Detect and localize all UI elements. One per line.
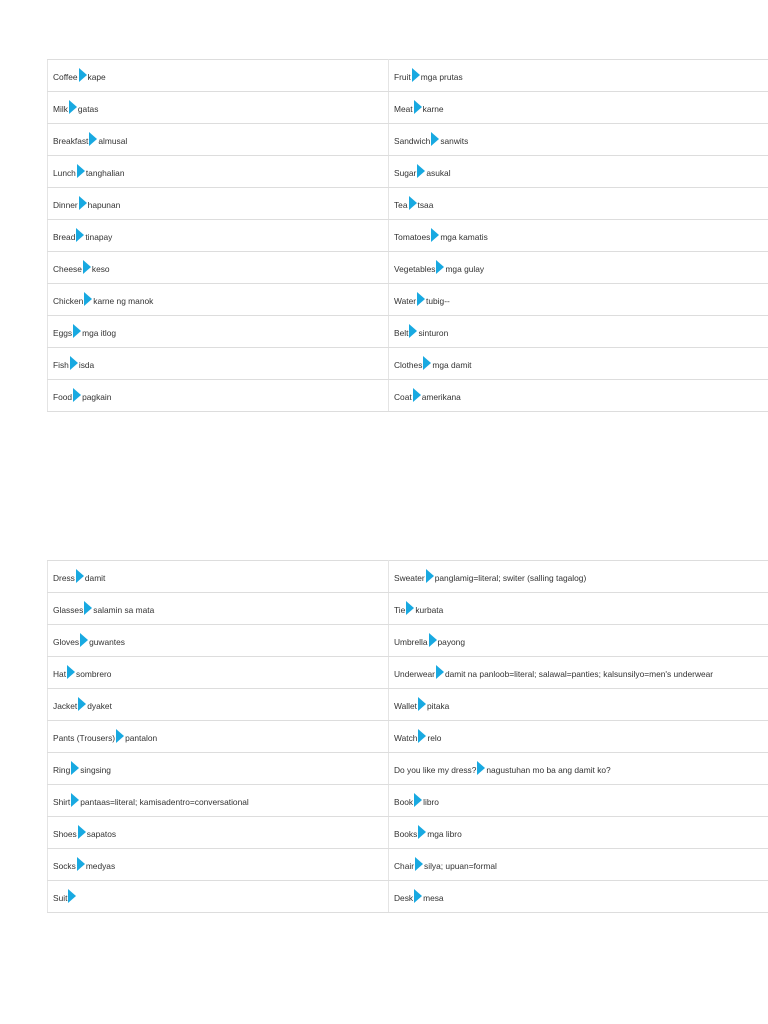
table-row <box>48 785 768 817</box>
english-term: Underwear <box>394 669 435 679</box>
vocab-cell <box>389 849 768 881</box>
tagalog-translation: mga damit <box>432 360 472 370</box>
vocab-cell <box>48 156 389 188</box>
table-row <box>48 348 768 380</box>
tagalog-translation: mga gulay <box>445 264 485 274</box>
vocab-cell <box>48 60 389 92</box>
tagalog-translation: silya; upuan=formal <box>424 861 497 871</box>
vocab-cell <box>48 380 389 412</box>
play-triangle-icon <box>431 228 439 242</box>
tagalog-translation: sinturon <box>418 328 449 338</box>
vocab-cell <box>48 284 389 316</box>
table-row <box>48 60 768 92</box>
tagalog-translation: karne <box>422 104 444 114</box>
tagalog-translation: damit <box>84 573 106 583</box>
table-row <box>48 721 768 753</box>
english-term: Sugar <box>394 168 417 178</box>
play-triangle-icon <box>417 292 425 306</box>
tagalog-translation: tanghalian <box>85 168 125 178</box>
play-triangle-icon <box>79 68 87 82</box>
english-term: Food <box>53 392 73 402</box>
play-triangle-icon <box>406 601 414 615</box>
tagalog-translation: dyaket <box>87 701 112 711</box>
tagalog-translation: medyas <box>85 861 116 871</box>
english-term: Sweater <box>394 573 425 583</box>
play-triangle-icon <box>80 633 88 647</box>
english-term: Clothes <box>394 360 423 370</box>
english-term: Water <box>394 296 417 306</box>
play-triangle-icon <box>413 388 421 402</box>
english-term: Jacket <box>53 701 78 711</box>
play-triangle-icon <box>426 569 434 583</box>
vocab-cell <box>48 753 389 785</box>
vocab-cell <box>389 316 768 348</box>
play-triangle-icon <box>76 228 84 242</box>
play-triangle-icon <box>78 697 86 711</box>
english-term: Wallet <box>394 701 417 711</box>
play-triangle-icon <box>79 196 87 210</box>
play-triangle-icon <box>73 388 81 402</box>
vocab-cell <box>389 785 768 817</box>
play-triangle-icon <box>429 633 437 647</box>
english-term: Suit <box>53 893 68 903</box>
english-term: Lunch <box>53 168 76 178</box>
table-row <box>48 657 768 689</box>
table-row <box>48 380 768 412</box>
tagalog-translation: isda <box>78 360 95 370</box>
english-term: Gloves <box>53 637 80 647</box>
english-term: Shoes <box>53 829 77 839</box>
english-term: Tea <box>394 200 408 210</box>
vocab-cell <box>48 252 389 284</box>
play-triangle-icon <box>84 292 92 306</box>
vocabulary-table-1 <box>47 59 768 412</box>
vocab-cell <box>48 785 389 817</box>
tagalog-translation: pitaka <box>426 701 450 711</box>
tagalog-translation: nagustuhan mo ba ang damit ko? <box>486 765 611 775</box>
tagalog-translation: kurbata <box>415 605 444 615</box>
play-triangle-icon <box>418 697 426 711</box>
english-term: Belt <box>394 328 409 338</box>
play-triangle-icon <box>409 196 417 210</box>
english-term: Breakfast <box>53 136 89 146</box>
english-term: Socks <box>53 861 76 871</box>
english-term: Coat <box>394 392 412 402</box>
english-term: Meat <box>394 104 413 114</box>
tagalog-translation: tsaa <box>417 200 434 210</box>
english-term: Vegetables <box>394 264 436 274</box>
english-term: Watch <box>394 733 418 743</box>
tagalog-translation: pantalon <box>125 733 158 743</box>
english-term: Bread <box>53 232 76 242</box>
tagalog-translation: hapunan <box>87 200 121 210</box>
vocab-cell <box>48 817 389 849</box>
vocab-cell <box>48 188 389 220</box>
table-row <box>48 625 768 657</box>
vocab-cell <box>389 348 768 380</box>
tagalog-translation: guwantes <box>89 637 125 647</box>
play-triangle-icon <box>70 356 78 370</box>
vocabulary-table-2 <box>47 560 768 913</box>
table-row <box>48 689 768 721</box>
vocab-cell <box>389 625 768 657</box>
table-row <box>48 881 768 913</box>
english-term: Hat <box>53 669 67 679</box>
tagalog-translation: mga libro <box>427 829 462 839</box>
english-term: Dress <box>53 573 75 583</box>
vocabulary-table-body <box>48 60 768 412</box>
english-term: Tomatoes <box>394 232 431 242</box>
english-term: Chicken <box>53 296 84 306</box>
tagalog-translation: panglamig=literal; switer (salling tagalog) <box>434 573 587 583</box>
play-triangle-icon <box>83 260 91 274</box>
english-term: Books <box>394 829 418 839</box>
vocab-cell <box>389 689 768 721</box>
english-term: Desk <box>394 893 414 903</box>
tagalog-translation: tubig-- <box>426 296 450 306</box>
table-row <box>48 284 768 316</box>
tagalog-translation: asukal <box>426 168 451 178</box>
table-row <box>48 316 768 348</box>
play-triangle-icon <box>477 761 485 775</box>
vocab-cell <box>48 849 389 881</box>
vocab-cell <box>389 881 768 913</box>
english-term: Pants (Trousers) <box>53 733 116 743</box>
vocab-cell <box>48 721 389 753</box>
english-term: Glasses <box>53 605 84 615</box>
vocab-cell <box>48 316 389 348</box>
vocab-cell <box>389 220 768 252</box>
english-term: Eggs <box>53 328 73 338</box>
table-row <box>48 593 768 625</box>
vocab-cell <box>389 156 768 188</box>
play-triangle-icon <box>73 324 81 338</box>
play-triangle-icon <box>431 132 439 146</box>
english-term: Book <box>394 797 414 807</box>
play-triangle-icon <box>414 889 422 903</box>
vocab-cell <box>389 188 768 220</box>
table-row <box>48 753 768 785</box>
play-triangle-icon <box>71 793 79 807</box>
table-row <box>48 817 768 849</box>
vocab-cell <box>48 625 389 657</box>
vocab-cell <box>389 561 768 593</box>
english-term: Sandwich <box>394 136 431 146</box>
english-term: Umbrella <box>394 637 428 647</box>
vocab-cell <box>389 380 768 412</box>
play-triangle-icon <box>78 825 86 839</box>
play-triangle-icon <box>84 601 92 615</box>
play-triangle-icon <box>414 100 422 114</box>
vocab-cell <box>48 689 389 721</box>
table-row <box>48 188 768 220</box>
tagalog-translation: relo <box>427 733 442 743</box>
vocab-cell <box>48 561 389 593</box>
english-term: Ring <box>53 765 71 775</box>
tagalog-translation: payong <box>437 637 465 647</box>
tagalog-translation: almusal <box>98 136 128 146</box>
tagalog-translation: mga prutas <box>420 72 463 82</box>
vocab-cell <box>48 92 389 124</box>
english-term: Fish <box>53 360 69 370</box>
table-row <box>48 252 768 284</box>
play-triangle-icon <box>71 761 79 775</box>
play-triangle-icon <box>436 665 444 679</box>
tagalog-translation: salamin sa mata <box>93 605 155 615</box>
play-triangle-icon <box>409 324 417 338</box>
play-triangle-icon <box>116 729 124 743</box>
tagalog-translation: pagkain <box>82 392 112 402</box>
play-triangle-icon <box>77 857 85 871</box>
vocab-cell <box>389 753 768 785</box>
tagalog-translation: sapatos <box>86 829 117 839</box>
play-triangle-icon <box>417 164 425 178</box>
vocab-cell <box>389 92 768 124</box>
english-term: Fruit <box>394 72 411 82</box>
vocabulary-table-body <box>48 561 768 913</box>
vocab-cell <box>389 593 768 625</box>
tagalog-translation: keso <box>91 264 110 274</box>
play-triangle-icon <box>436 260 444 274</box>
tagalog-translation: tinapay <box>85 232 113 242</box>
english-term: Chair <box>394 861 415 871</box>
tagalog-translation: pantaas=literal; kamisadentro=conversational <box>80 797 249 807</box>
vocab-cell <box>48 593 389 625</box>
tagalog-translation: mesa <box>423 893 444 903</box>
tagalog-translation: amerikana <box>421 392 461 402</box>
vocab-cell <box>389 817 768 849</box>
play-triangle-icon <box>412 68 420 82</box>
play-triangle-icon <box>67 665 75 679</box>
vocab-cell <box>48 348 389 380</box>
play-triangle-icon <box>418 825 426 839</box>
tagalog-translation: libro <box>423 797 439 807</box>
tagalog-translation: mga itlog <box>82 328 117 338</box>
english-term: Cheese <box>53 264 82 274</box>
english-term: Coffee <box>53 72 78 82</box>
play-triangle-icon <box>89 132 97 146</box>
vocab-cell <box>389 252 768 284</box>
play-triangle-icon <box>415 857 423 871</box>
table-row <box>48 849 768 881</box>
vocab-cell <box>48 124 389 156</box>
vocab-cell <box>389 60 768 92</box>
play-triangle-icon <box>76 569 84 583</box>
tagalog-translation: mga kamatis <box>440 232 488 242</box>
vocab-cell <box>389 721 768 753</box>
play-triangle-icon <box>69 100 77 114</box>
tagalog-translation: sanwits <box>440 136 469 146</box>
table-row <box>48 156 768 188</box>
tagalog-translation: gatas <box>77 104 99 114</box>
tagalog-translation: damit na panloob=literal; salawal=panties; kalsunsilyo=men's underwear <box>444 669 714 679</box>
english-term: Tie <box>394 605 406 615</box>
tagalog-translation: sombrero <box>76 669 112 679</box>
table-row <box>48 220 768 252</box>
play-triangle-icon <box>68 889 76 903</box>
table-row <box>48 561 768 593</box>
vocab-cell <box>389 284 768 316</box>
tagalog-translation: kape <box>87 72 106 82</box>
play-triangle-icon <box>418 729 426 743</box>
vocab-cell <box>389 657 768 689</box>
vocab-cell <box>48 657 389 689</box>
table-row <box>48 124 768 156</box>
table-row <box>48 92 768 124</box>
vocab-cell <box>389 124 768 156</box>
english-term: Milk <box>53 104 68 114</box>
english-term: Shirt <box>53 797 71 807</box>
tagalog-translation: singsing <box>80 765 111 775</box>
vocab-cell <box>48 220 389 252</box>
play-triangle-icon <box>77 164 85 178</box>
tagalog-translation: karne ng manok <box>93 296 154 306</box>
vocab-cell <box>48 881 389 913</box>
english-term: Dinner <box>53 200 78 210</box>
play-triangle-icon <box>423 356 431 370</box>
play-triangle-icon <box>414 793 422 807</box>
english-term: Do you like my dress? <box>394 765 477 775</box>
